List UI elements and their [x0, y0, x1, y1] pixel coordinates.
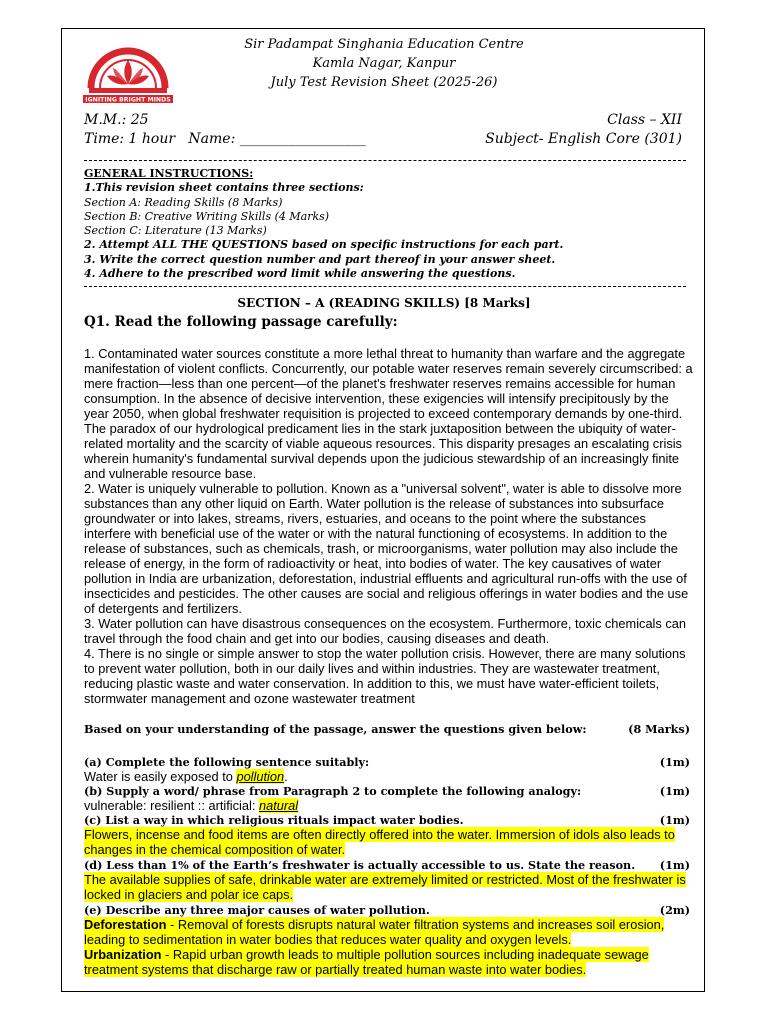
answer-d-text: The available supplies of safe, drinkable water are extremely limited or restricted. Most of the freshwater is locked in glaciers and polar ice caps. — [84, 872, 686, 902]
question-c-text: (c) List a way in which religious rituals impact water bodies. — [84, 813, 464, 827]
question-a-text: (a) Complete the following sentence suitably: — [84, 755, 370, 769]
question-d-marks: (1m) — [659, 858, 690, 872]
instruction-section-a: Section A: Reading Skills (8 Marks) — [84, 196, 283, 209]
question-c-marks: (1m) — [659, 813, 690, 827]
question-e-marks: (2m) — [659, 903, 690, 917]
answer-d — [84, 872, 694, 902]
instruction-1: 1.This revision sheet contains three sections: — [84, 181, 364, 194]
answer-b — [84, 798, 298, 813]
max-marks: M.M.: 25 — [84, 112, 149, 128]
logo-tagline: IGNITING BRIGHT MINDS — [85, 96, 171, 104]
answer-c — [84, 827, 694, 857]
questions-intro — [84, 722, 690, 736]
question-c — [84, 813, 690, 827]
instruction-3: 3. Write the correct question number and part thereof in your answer sheet. — [84, 253, 556, 266]
answer-e-urbanization — [84, 947, 694, 977]
question-b — [84, 784, 690, 798]
q1-heading: Q1. Read the following passage carefully: — [84, 314, 398, 330]
school-location: Kamla Nagar, Kanpur — [312, 56, 456, 71]
reading-passage — [84, 346, 694, 706]
passage-paragraph-2: 2. Water is uniquely vulnerable to pollution. Known as a "universal solvent", water is able to dissolve more substances than any other liquid on Earth. Water pollution is the release of substances into subsurface groundwater or into lakes, streams, rivers, estuaries, and oceans to the point where the substances interfere with beneficial use of the water or with the natural functioning of ecosystems. In addition to the release of substances, such as chemicals, trash, or microorganisms, water pollution may also include the release of energy, in the form of radioactivity or heat, into bodies of water. The key causatives of water pollution in India are urbanization, deforestation, industrial effluents and agricultural run-offs with the use of insecticides and pesticides. The other causes are social and religious offerings in water bodies and the use of detergents and fertilizers. — [84, 481, 689, 616]
instruction-2: 2. Attempt ALL THE QUESTIONS based on specific instructions for each part. — [84, 238, 564, 251]
divider-line — [84, 286, 686, 287]
answer-b-prefix: vulnerable: resilient :: artificial: — [84, 798, 259, 813]
question-a-marks: (1m) — [659, 755, 690, 769]
answer-e-term-2: Urbanization — [84, 947, 162, 962]
question-b-text: (b) Supply a word/ phrase from Paragraph 2 to complete the following analogy: — [84, 784, 582, 798]
answer-e-text-2: - Rapid urban growth leads to multiple pollution sources including inadequate sewage treatment systems that discharge raw or partially treated human waste into water bodies. — [84, 947, 649, 977]
passage-paragraph-4: 4. There is no single or simple answer to stop the water pollution crisis. However, there are many solutions to prevent water pollution, both in our daily lives and within industries. They are wastewater treatment, reducing plastic waste and water conservation. In addition to this, we must have water-efficient toilets, stormwater management and ozone wastewater treatment — [84, 646, 686, 706]
divider-line — [84, 160, 686, 161]
answer-e-deforestation — [84, 917, 694, 947]
class-label: Class – XII — [607, 112, 682, 128]
question-b-marks: (1m) — [659, 784, 690, 798]
instructions-heading: GENERAL INSTRUCTIONS: — [84, 167, 254, 180]
answer-a — [84, 769, 288, 784]
answer-a-prefix: Water is easily exposed to — [84, 769, 237, 784]
answer-b-highlight: natural — [258, 798, 299, 813]
answer-a-suffix: . — [284, 769, 288, 784]
sheet-title: July Test Revision Sheet (2025-26) — [270, 75, 498, 90]
time-and-name: Time: 1 hour Name: __________________ — [84, 131, 366, 147]
subject-label: Subject- English Core (301) — [485, 131, 682, 147]
instruction-4: 4. Adhere to the prescribed word limit while answering the questions. — [84, 267, 516, 280]
answer-e-text-1: - Removal of forests disrupts natural water filtration systems and increases soil erosion, leading to sedimentation in water bodies that reduces water quality and oxygen levels. — [84, 917, 665, 947]
question-e — [84, 903, 690, 917]
answer-e-term-1: Deforestation — [84, 917, 167, 932]
passage-paragraph-1: 1. Contaminated water sources constitute a more lethal threat to humanity than warfare and the aggregate manifestation of violent conflicts. Concurrently, our potable water reserves remain severely circumscribed: a mere fraction—less than one percent—of the planet's freshwater reserves remains accessible for human consumption. In the absence of decisive intervention, these exigencies will intensify precipitously by the year 2050, when global freshwater requisition is projected to exceed contemporary demands by one-third. The paradox of our hydrological predicament lies in the stark juxtaposition between the ubiquity of water-related mortality and the scarcity of viable aqueous resources. This disparity presages an escalating crisis wherein humanity's fundamental survival depends upon the judicious stewardship of an increasingly finite and vulnerable resource base. — [84, 346, 693, 481]
answer-c-text: Flowers, incense and food items are often directly offered into the water. Immersion of idols also leads to changes in the chemical composition of water. — [84, 827, 675, 857]
question-a — [84, 755, 690, 769]
questions-total-marks: (8 Marks) — [628, 722, 690, 736]
instruction-section-b: Section B: Creative Writing Skills (4 Marks) — [84, 210, 330, 223]
questions-intro-text: Based on your understanding of the passage, answer the questions given below: — [84, 722, 587, 736]
answer-a-highlight: pollution — [236, 769, 285, 784]
passage-paragraph-3: 3. Water pollution can have disastrous consequences on the ecosystem. Furthermore, toxic chemicals can travel through the food chain and get into our bodies, causing diseases and death. — [84, 616, 686, 646]
question-e-text: (e) Describe any three major causes of water pollution. — [84, 903, 430, 917]
section-a-title: SECTION – A (READING SKILLS) [8 Marks] — [237, 296, 531, 310]
school-name: Sir Padampat Singhania Education Centre — [244, 37, 524, 52]
question-d-text: (d) Less than 1% of the Earth’s freshwater is actually accessible to us. State the reason. — [84, 858, 636, 872]
instruction-section-c: Section C: Literature (13 Marks) — [84, 224, 267, 237]
question-d — [84, 858, 690, 872]
